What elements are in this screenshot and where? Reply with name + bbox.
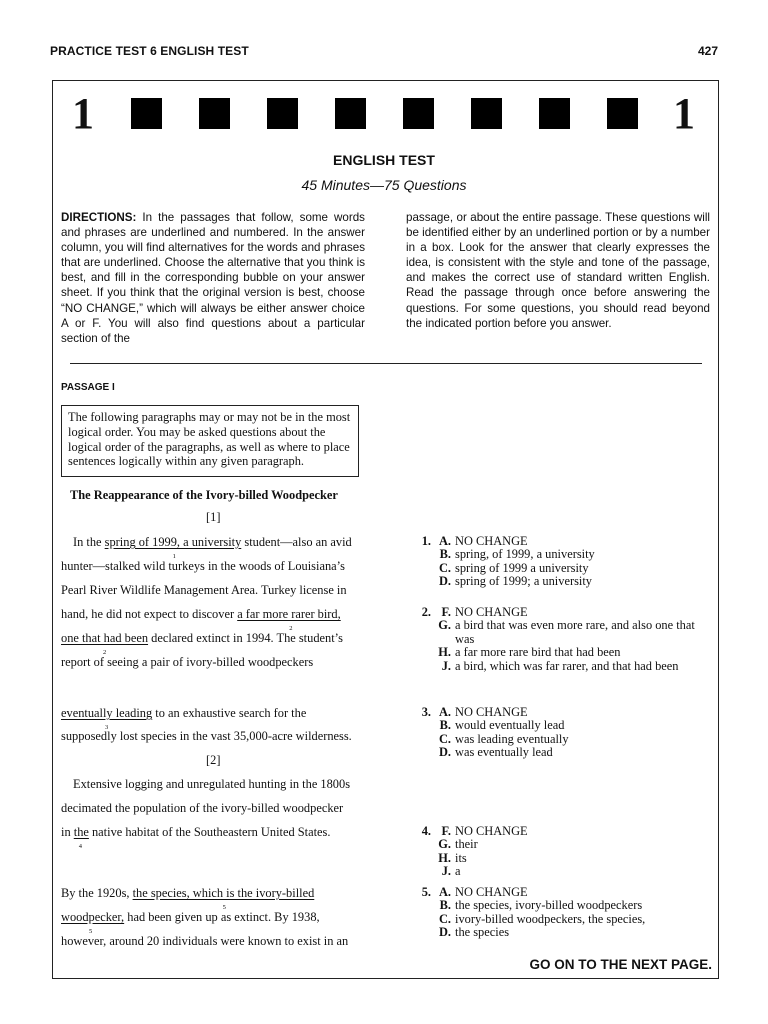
question-number-mark: 2: [103, 649, 107, 656]
answer-option[interactable]: a bird that was even more rare, and also one that was: [455, 618, 695, 646]
page-number: 427: [697, 44, 718, 58]
passage-line: one that had been 2 declared extinct in 1994. The student’s: [61, 631, 361, 646]
question-number-mark: 4: [78, 843, 82, 850]
banner-square: [471, 98, 502, 129]
banner-square: [403, 98, 434, 129]
question-4: 4. F. NO CHANGE G. their H. its J. a: [421, 824, 528, 879]
answer-option[interactable]: its: [455, 850, 467, 865]
passage-title: The Reappearance of the Ivory-billed Woodpecker: [70, 488, 338, 502]
directions-right-column: passage, or about the entire passage. These questions will be identified either by an underlined portion or by a number in a box. Look for the answer that clearly expresses the idea, is consistent with the style and tone of the passage, and makes the correct use of standard written English. Read the passage through once before answering the questions. For some questions, you should read beyond the indicated portion before you answer.: [406, 211, 710, 330]
passage-line: In the spring of 1999, a university 1 student—also an avid: [73, 535, 373, 550]
paragraph-label: [2]: [206, 753, 221, 767]
next-page-notice: GO ON TO THE NEXT PAGE.: [529, 957, 712, 972]
answer-option[interactable]: a bird, which was far rarer, and that had been: [455, 658, 679, 673]
answer-option[interactable]: was eventually lead: [455, 745, 553, 760]
question-5: 5. A. NO CHANGE B. the species, ivory-billed woodpeckers C. ivory-billed woodpeckers, the species, D. the species: [421, 885, 646, 940]
answer-option[interactable]: their: [455, 837, 478, 852]
answer-option[interactable]: ivory-billed woodpeckers, the species,: [455, 911, 646, 926]
passage-line: hunter—stalked wild turkeys in the woods of Louisiana’s: [61, 559, 345, 573]
banner-square: [267, 98, 298, 129]
running-header-title: PRACTICE TEST 6 ENGLISH TEST: [50, 44, 249, 58]
banner-square: [335, 98, 366, 129]
question-number-mark: 5: [89, 928, 93, 935]
directions-left-column: [61, 210, 365, 346]
answer-option[interactable]: NO CHANGE: [455, 824, 528, 838]
question-number-mark: 1: [172, 553, 176, 560]
directions-label: DIRECTIONS:: [61, 211, 137, 224]
passage-line: decimated the population of the ivory-billed woodpecker: [61, 801, 344, 815]
underlined-portion-1: spring of 1999, a university 1: [105, 535, 242, 549]
answer-option[interactable]: a: [455, 864, 461, 879]
passage-note-box: The following paragraphs may or may not be in the most logical order. You may be asked questions about the logical order of the paragraphs, as well as where to place sentences logically within any given paragraph.: [61, 405, 359, 477]
underlined-portion-5: the species, which is the ivory-billed 5: [133, 886, 315, 900]
section-number-right: 1: [673, 89, 695, 138]
answer-option[interactable]: spring of 1999; a university: [455, 574, 592, 589]
answer-option[interactable]: NO CHANGE: [455, 705, 528, 719]
directions-text-left: In the passages that follow, some words and phrases are underlined and numbered. In the answer column, you will find alternatives for the words and phrases that are underlined. Choose the alternative that you think is best, and fill in the corresponding bubble on your answer sheet. If you think that the original version is best, choose “NO CHANGE,” which will always be either answer choice A or F. You will also find questions about a particular section of the: [61, 211, 365, 345]
answer-option[interactable]: NO CHANGE: [455, 605, 528, 619]
underlined-portion-5-cont: woodpecker, 5: [61, 910, 124, 924]
answer-option[interactable]: the species, ivory-billed woodpeckers: [455, 898, 643, 913]
banner-square: [607, 98, 638, 129]
divider-rule: [70, 363, 702, 364]
underlined-portion-4: the 4: [74, 825, 89, 839]
question-number-mark: 2: [289, 625, 293, 632]
answer-option[interactable]: was leading eventually: [455, 731, 569, 746]
answer-option[interactable]: the species: [455, 925, 510, 940]
question-1: 1. A. NO CHANGE B. spring, of 1999, a university C. spring of 1999 a university D. spring of 1999; a university: [421, 534, 595, 589]
answer-option[interactable]: NO CHANGE: [455, 534, 528, 548]
banner-square: [199, 98, 230, 129]
passage-line: hand, he did not expect to discover a far more rarer bird, 2: [61, 607, 361, 622]
passage-line: woodpecker, 5 had been given up as extinct. By 1938,: [61, 910, 361, 925]
passage-line: eventually leading 3 to an exhaustive search for the: [61, 706, 361, 721]
section-number-left: 1: [72, 89, 94, 138]
test-title: ENGLISH TEST: [333, 152, 435, 168]
passage-line: By the 1920s, the species, which is the ivory-billed 5: [61, 886, 361, 901]
banner-square: [131, 98, 162, 129]
underlined-portion-2-cont: one that had been 2: [61, 631, 148, 645]
question-number-mark: 5: [222, 904, 226, 911]
passage-line: Pearl River Wildlife Management Area. Turkey license in: [61, 583, 347, 597]
passage-line: in the 4 native habitat of the Southeastern United States.: [61, 825, 361, 840]
passage-line: supposedly lost species in the vast 35,000-acre wilderness.: [61, 729, 352, 743]
answer-option[interactable]: NO CHANGE: [455, 885, 528, 899]
question-2: 2. F. NO CHANGE G. a bird that was even more rare, and also one that was H. a far more rare bird that had been J. a bird, which was far rarer, and that had been: [405, 606, 713, 673]
underlined-portion-2: a far more rarer bird, 2: [237, 607, 341, 621]
answer-option[interactable]: would eventually lead: [455, 718, 565, 733]
passage-line: report of seeing a pair of ivory-billed woodpeckers: [61, 655, 314, 669]
answer-option[interactable]: spring of 1999 a university: [455, 560, 589, 575]
passage-line: however, around 20 individuals were known to exist in an: [61, 934, 349, 948]
passage-line: Extensive logging and unregulated hunting in the 1800s: [73, 777, 351, 791]
underlined-portion-3: eventually leading 3: [61, 706, 152, 720]
passage-label: PASSAGE I: [61, 382, 115, 393]
answer-option[interactable]: spring, of 1999, a university: [455, 547, 595, 562]
banner-square: [539, 98, 570, 129]
question-3: 3. A. NO CHANGE B. would eventually lead C. was leading eventually D. was eventually lead: [421, 705, 569, 760]
answer-option[interactable]: a far more rare bird that had been: [455, 645, 621, 660]
test-subtitle: 45 Minutes—75 Questions: [301, 177, 467, 193]
question-number-mark: 3: [105, 724, 109, 731]
paragraph-label: [1]: [206, 510, 221, 524]
